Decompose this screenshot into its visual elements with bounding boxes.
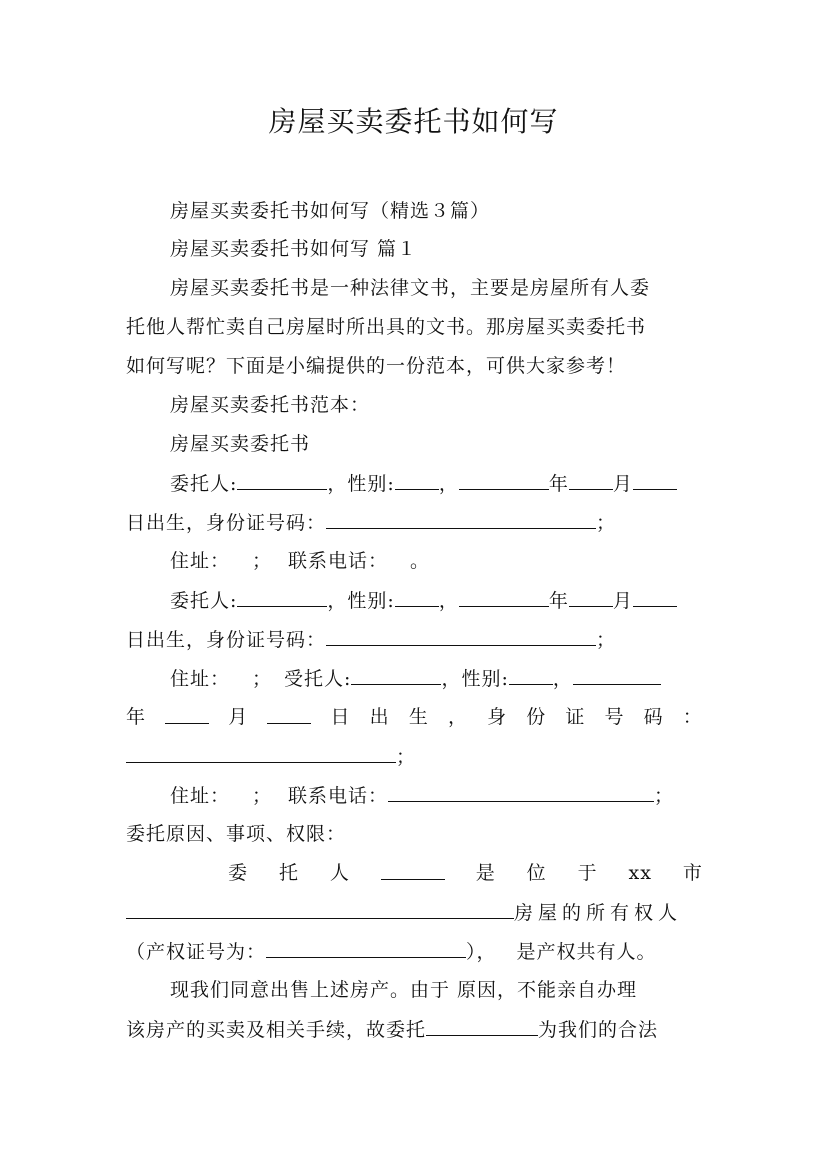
field-label: ，性别: xyxy=(327,590,395,612)
field-label: 委托人: xyxy=(170,590,238,612)
field-label: ， xyxy=(447,706,468,728)
field-label: ， xyxy=(438,590,459,612)
blank-field xyxy=(509,665,553,685)
blank-field xyxy=(395,470,439,490)
field-label: 身 xyxy=(487,706,508,728)
blank-field xyxy=(426,1016,538,1036)
field-label: ， xyxy=(438,473,459,495)
field-label: ，性别: xyxy=(327,473,395,495)
paragraph-line: 托他人帮忙卖自己房屋时所出具的文书。那房屋买卖委托书 xyxy=(126,316,647,338)
form-line xyxy=(126,743,703,770)
blank-field xyxy=(569,470,613,490)
field-label: 委 xyxy=(228,862,249,884)
field-label: 份 xyxy=(526,706,547,728)
blank-field xyxy=(126,899,514,919)
form-line xyxy=(126,587,703,614)
field-label: ； xyxy=(654,785,675,807)
form-line xyxy=(126,1016,703,1043)
field-label: 住址： xyxy=(170,668,231,690)
blank-field xyxy=(459,587,549,607)
blank-field xyxy=(573,665,661,685)
paragraph-line: 房屋买卖委托书是一种法律文书，主要是房屋所有人委 xyxy=(170,277,651,299)
field-label: ，性别: xyxy=(441,668,509,690)
field-label: 该房产的买卖及相关手续，故委托 xyxy=(126,1019,427,1041)
section-heading: 房屋买卖委托书如何写 篇１ xyxy=(170,238,418,260)
field-label: 房屋的所有权人 xyxy=(514,902,683,924)
blank-field xyxy=(351,665,441,685)
field-label: ； xyxy=(596,512,617,534)
field-label: 托 xyxy=(278,862,299,884)
form-line xyxy=(126,470,703,497)
document-title: 房屋买卖委托书如何写 xyxy=(268,105,559,138)
field-label: 生 xyxy=(408,706,429,728)
form-line xyxy=(126,665,703,692)
blank-field xyxy=(237,587,327,607)
form-line xyxy=(126,782,703,809)
field-label: 为我们的合法 xyxy=(538,1019,659,1041)
field-label: ； xyxy=(252,785,273,807)
field-label: （产权证号为： xyxy=(126,941,267,963)
blank-field xyxy=(326,509,596,529)
field-label: 是产权共有人。 xyxy=(516,941,657,963)
field-label: 年 xyxy=(548,590,569,612)
blank-field xyxy=(459,470,549,490)
field-label: 月 xyxy=(612,590,633,612)
field-label: ）， xyxy=(466,941,497,963)
form-line xyxy=(126,938,703,965)
field-label: ； xyxy=(252,550,273,572)
field-label: 住址： xyxy=(170,550,231,572)
field-label: 于 xyxy=(577,862,598,884)
blank-field xyxy=(267,704,311,724)
field-label: 号 xyxy=(604,706,625,728)
blank-field xyxy=(266,938,466,958)
form-line-justified xyxy=(228,860,703,886)
paragraph-line: 现我们同意出售上述房产。由于 原因，不能亲自办理 xyxy=(170,979,638,1001)
paragraph-line: 房屋买卖委托书范本： xyxy=(170,394,371,416)
form-line xyxy=(126,509,703,536)
form-line xyxy=(126,548,703,574)
form-heading: 房屋买卖委托书 xyxy=(170,433,311,455)
field-label: 证 xyxy=(565,706,586,728)
form-line xyxy=(126,899,703,926)
field-label: 年 xyxy=(126,706,147,728)
blank-field xyxy=(165,704,209,724)
field-label: ； xyxy=(596,629,617,651)
blank-field xyxy=(569,587,613,607)
blank-field xyxy=(395,587,439,607)
field-label: 。 xyxy=(410,550,431,572)
subtitle-line: 房屋买卖委托书如何写（精选３篇） xyxy=(170,200,491,222)
form-line-justified xyxy=(126,704,703,730)
field-label: 联系电话： xyxy=(288,550,389,572)
field-label: 年 xyxy=(548,473,569,495)
field-label: 码 xyxy=(643,706,664,728)
field-label: ； xyxy=(252,668,273,690)
field-label: 委托人: xyxy=(170,473,238,495)
blank-field xyxy=(633,470,677,490)
field-label: ： xyxy=(682,706,703,728)
field-label: xx xyxy=(628,862,652,884)
field-label: 是 xyxy=(475,862,496,884)
field-label: 位 xyxy=(526,862,547,884)
field-label: 人 xyxy=(329,862,350,884)
field-label: 联系电话： xyxy=(288,785,389,807)
field-label: ； xyxy=(396,746,417,768)
field-label: 月 xyxy=(612,473,633,495)
form-line xyxy=(126,626,703,653)
paragraph-line: 如何写呢？下面是小编提供的一份范本，可供大家参考！ xyxy=(126,355,627,377)
field-label: 受托人: xyxy=(284,668,352,690)
field-label: 月 xyxy=(228,706,249,728)
field-label: ， xyxy=(552,668,573,690)
blank-field xyxy=(381,860,445,880)
blank-field xyxy=(326,626,596,646)
field-label: 市 xyxy=(682,862,703,884)
blank-field xyxy=(633,587,677,607)
field-label: 住址： xyxy=(170,785,231,807)
field-label: 日出生，身份证号码： xyxy=(126,629,327,651)
field-label: 日出生，身份证号码： xyxy=(126,512,327,534)
blank-field xyxy=(388,782,654,802)
section-label: 委托原因、事项、权限： xyxy=(126,823,347,845)
field-label: 出 xyxy=(369,706,390,728)
field-label: 日 xyxy=(330,706,351,728)
blank-field xyxy=(126,743,396,763)
blank-field xyxy=(237,470,327,490)
